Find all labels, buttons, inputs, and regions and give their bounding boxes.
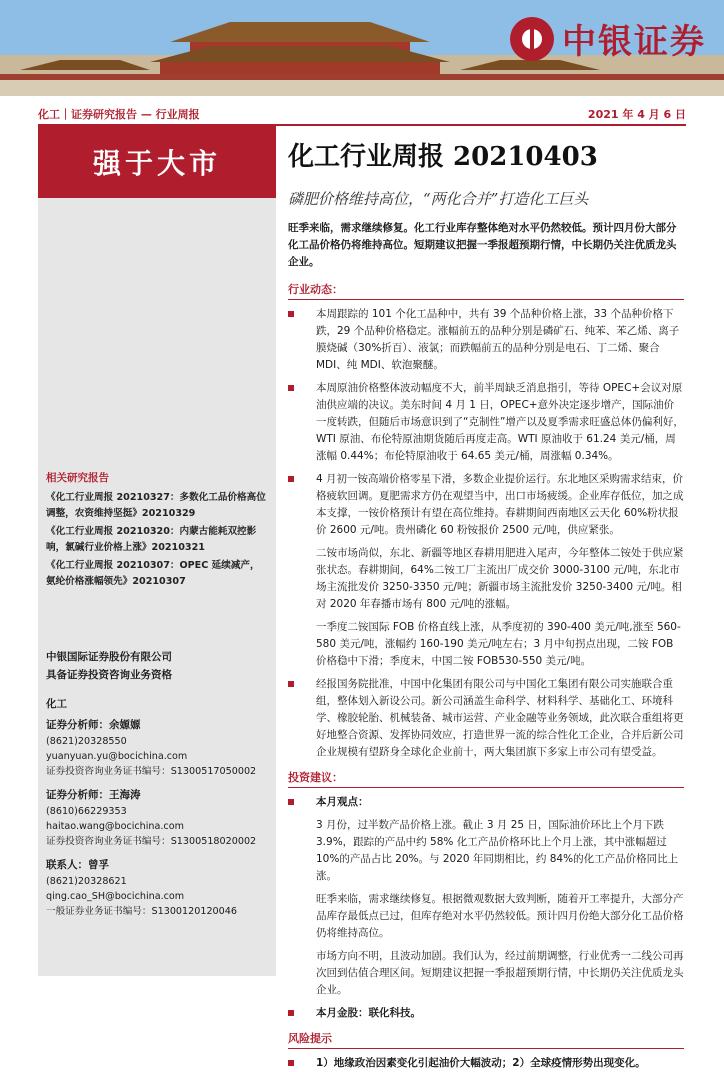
contact-name: 联系人：曾孚	[46, 859, 109, 871]
related-report-item[interactable]: 《化工行业周报 20210307：OPEC 延续减产，氨纶价格涨幅领先》20210307	[46, 560, 260, 587]
industry-label: 化工	[46, 698, 67, 710]
risk-item: 1）地缘政治因素变化引起油价大幅波动；2）全球疫情形势出现变化。	[288, 1055, 684, 1072]
list-item: 一季度二铵国际 FOB 价格直线上涨，从季度初的 390-400 美元/吨,涨至 560-580 美元/吨，涨幅约 160-190 美元/吨左右；3 月中旬拐点出现，二铵 FOB 价格稳中下滑；季度末，中国二铵 FOB530-550 美元/吨。	[316, 621, 681, 667]
list-item: 3 月份，过半数产品价格上涨。截止 3 月 25 日，国际油价环比上个月下跌 3.9%，跟踪的产品中约 58% 化工产品价格环比上个月上涨，其中涨幅超过 10%的产品占比 20%。与 2020 年同期相比，约 84%的化工产品价格同比上涨。	[316, 819, 679, 882]
analyst-block	[46, 786, 268, 849]
report-date: 2021 年 4 月 6 日	[587, 108, 686, 121]
contact-email[interactable]: qing.cao_SH@bocichina.com	[46, 891, 185, 902]
list-item: 本月金股：联化科技。	[288, 1005, 684, 1022]
investment-list	[288, 794, 684, 1022]
company-name: 中银国际证券股份有限公司	[46, 651, 172, 663]
list-item: 经报国务院批准，中国中化集团有限公司与中国化工集团有限公司实施联合重组，整体划入新设公司。新公司涵盖生命科学、材料科学、基础化工、环境科学、橡胶轮胎、机械装备、城市运营、产业金融等业务领域，此次联合重组将更好地整合资源、发挥协同效应，打造世界一流的综合性化工企业，合并后新公司企业规模有望跻身全球化企业前十，两大集团旗下多家上市公司有望受益。	[288, 676, 684, 761]
analyst-name: 证券分析师：王海涛	[46, 789, 141, 801]
list-item: 4 月初一铵高端价格零星下滑，多数企业提价运行。东北地区采购需求结束，价格疲软回调。夏肥需求方仍在观望当中，出口市场疲缓。企业库存低位，加之成本支撑，一铵价格预计有望在高位维持。春耕期间西南地区云天化 60%粉状报价 2600 元/吨。贵州磷化 60 粉铵报价 2500 元/吨，供应紧张。	[288, 471, 684, 539]
summary: 旺季来临，需求继续修复。化工行业库存整体绝对水平仍然较低。预计四月份大部分化工品价格仍将维持高位。短期建议把握一季报超预期行情，中长期仍关注优质龙头企业。	[288, 222, 677, 268]
analyst-phone: (8610)66229353	[46, 806, 127, 817]
analyst-cert: 证券投资咨询业务证书编号：S1300518020002	[46, 836, 257, 847]
report-title: 化工行业周报 20210403	[288, 142, 598, 172]
list-item: 本周原油价格整体波动幅度不大，前半周缺乏消息指引，等待 OPEC+会议对原油供应端的决议。美东时间 4 月 1 日，OPEC+意外决定逐步增产，国际油价一度转跌，但随后市场意识到了“克制性”增产以及夏季需求旺盛总体仍偏利好，WTI 原油、布伦特原油期货随后再度走高。WTI 原油收于 61.24 美元/桶，周涨幅 0.44%；布伦特原油收于 64.65 美元/桶，周涨幅 0.34%。	[288, 380, 684, 465]
analyst-email[interactable]: haitao.wang@bocichina.com	[46, 821, 184, 832]
brand	[510, 14, 706, 63]
related-report-item[interactable]: 《化工行业周报 20210320：内蒙古能耗双控影响，氯碱行业价格上涨》20210321	[46, 526, 257, 553]
analyst-name: 证券分析师：余嫄嫄	[46, 719, 141, 731]
company-info	[46, 648, 268, 684]
list-item: 二铵市场尚似，东北、新疆等地区春耕用肥进入尾声，今年整体二铵处于供应紧张状态。春耕期间，64%二铵工厂主流出厂成交价 3000-3100 元/吨，东北市场主流批发价 3250-3350 元/吨；新疆市场主流批发价 3250-3400 元/吨。相对 2020 年春播市场有 800 元/吨的涨幅。	[316, 547, 684, 610]
contact-cert: 一般证券业务证书编号：S1300120120046	[46, 906, 237, 917]
rating-badge: 强于大市	[38, 126, 276, 198]
list-item: 本月观点：	[288, 794, 684, 811]
analyst-cert: 证券投资咨询业务证书编号：S1300517050002	[46, 766, 257, 777]
section-title-investment: 投资建议：	[288, 769, 684, 788]
list-item: 市场方向不明，且波动加剧。我们认为，经过前期调整，行业优秀一二线公司再次回到估值合理区间。短期建议把握一季报超预期行情，中长期仍关注优质龙头企业。	[316, 950, 684, 996]
report-header	[38, 102, 686, 126]
section-title-risk: 风险提示	[288, 1030, 684, 1049]
brand-name: 中银证券	[562, 22, 706, 62]
report-body	[288, 220, 684, 1072]
analyst-phone: (8621)20328550	[46, 736, 127, 747]
header-banner	[0, 0, 724, 96]
related-reports-title: 相关研究报告	[46, 472, 109, 484]
analyst-block	[46, 716, 268, 779]
related-report-item[interactable]: 《化工行业周报 20210327：多数化工品价格高位调整，农资维持坚挺》20210329	[46, 492, 266, 519]
related-reports-list	[46, 490, 268, 592]
section-title-dynamics: 行业动态：	[288, 281, 684, 300]
report-subtitle: 磷肥价格维持高位，“两化合并”打造化工巨头	[288, 190, 589, 208]
report-category: 化工｜证券研究报告 — 行业周报	[38, 108, 200, 121]
list-item: 本周跟踪的 101 个化工品种中，共有 39 个品种价格上涨，33 个品种价格下跌，29 个品种价格稳定。涨幅前五的品种分别是磷矿石、纯苯、苯乙烯、离子膜烧碱（30%折百）、液氯；而跌幅前五的品种分别是电石、丁二烯、聚合 MDI、纯 MDI、软泡聚醚。	[288, 306, 684, 374]
contact-block	[46, 856, 268, 919]
list-item: 旺季来临，需求继续修复。根据微观数据大致判断，随着开工率提升，大部分产品库存最低点已过，但库存绝对水平仍然较低。预计四月份绝大部分化工品价格仍将维持高位。	[316, 893, 684, 939]
analyst-email[interactable]: yuanyuan.yu@bocichina.com	[46, 751, 188, 762]
dynamics-list	[288, 306, 684, 761]
bank-of-china-logo-icon	[510, 17, 554, 61]
company-qualification: 具备证券投资咨询业务资格	[46, 669, 172, 681]
contact-phone: (8621)20328621	[46, 876, 127, 887]
